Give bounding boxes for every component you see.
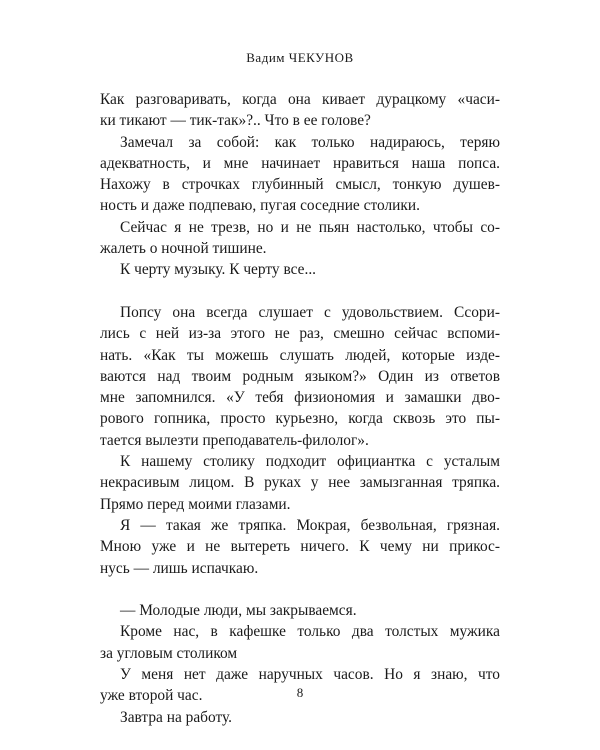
text-line: К нашему столику подходит официантка с усталым — [120, 453, 500, 471]
text-line: ки тикают — тик-так»?.. Что в ее голове? — [100, 112, 371, 130]
text-line: тается вылезти преподаватель-филолог». — [100, 431, 369, 449]
text-line: Мною уже и не вытереть ничего. К чему ни прикос- — [100, 538, 500, 556]
text-line: мне запомнился. «У тебя физиономия и замашки дво- — [100, 389, 500, 407]
running-header-author: Вадим ЧЕКУНОВ — [246, 50, 354, 65]
text-line: лись с ней из-за этого не раз, смешно сейчас вспоми- — [100, 325, 500, 343]
body-text — [100, 89, 500, 728]
text-line: жалеть о ночной тишине. — [100, 240, 267, 258]
text-line: адекватность, и мне начинает нравиться наша попса. — [100, 154, 500, 172]
text-line: нусь — лишь испачкаю. — [100, 559, 259, 577]
text-line: — Молодые люди, мы закрываемся. — [120, 602, 357, 620]
text-line: Замечал за собой: как только надираюсь, теряю — [120, 133, 500, 151]
text-line: Завтра на работу. — [120, 708, 233, 726]
paragraph-gap — [100, 579, 500, 600]
text-line: Прямо перед моими глазами. — [100, 495, 291, 513]
text-line: ваются над твоим родным языком?» Один из ответов — [100, 367, 500, 385]
text-line: Попсу она всегда слушает с удовольствием. Ссори- — [120, 303, 500, 321]
text-line: К черту музыку. К черту все... — [120, 261, 317, 279]
text-line: Я — такая же тряпка. Мокрая, безвольная, грязная. — [120, 516, 500, 534]
text-line: нать. «Как ты можешь слушать людей, которые изде- — [100, 346, 500, 364]
text-line: некрасивым лицом. В руках у нее замызганная тряпка. — [100, 474, 500, 492]
text-line: рового гопника, просто курьезно, когда сквозь это пы- — [100, 410, 500, 428]
page-number: 8 — [296, 685, 304, 700]
text-line: Как разговаривать, когда она кивает дурацкому «часи- — [100, 91, 500, 108]
text-line: уже второй час. — [100, 687, 203, 705]
text-line: Сейчас я не трезв, но и не пьян настолько, чтобы со- — [120, 218, 500, 236]
text-line: ность и даже подпеваю, пугая соседние столики. — [100, 197, 420, 215]
text-line: за угловым столиком — [100, 644, 238, 662]
text-line: У меня нет даже наручных часов. Но я знаю, что — [120, 666, 500, 684]
text-line: Кроме нас, в кафешке только два толстых мужика — [120, 623, 500, 641]
text-line: Нахожу в строчках глубинный смысл, тонкую душев- — [100, 176, 500, 194]
paragraph-gap — [100, 281, 500, 302]
